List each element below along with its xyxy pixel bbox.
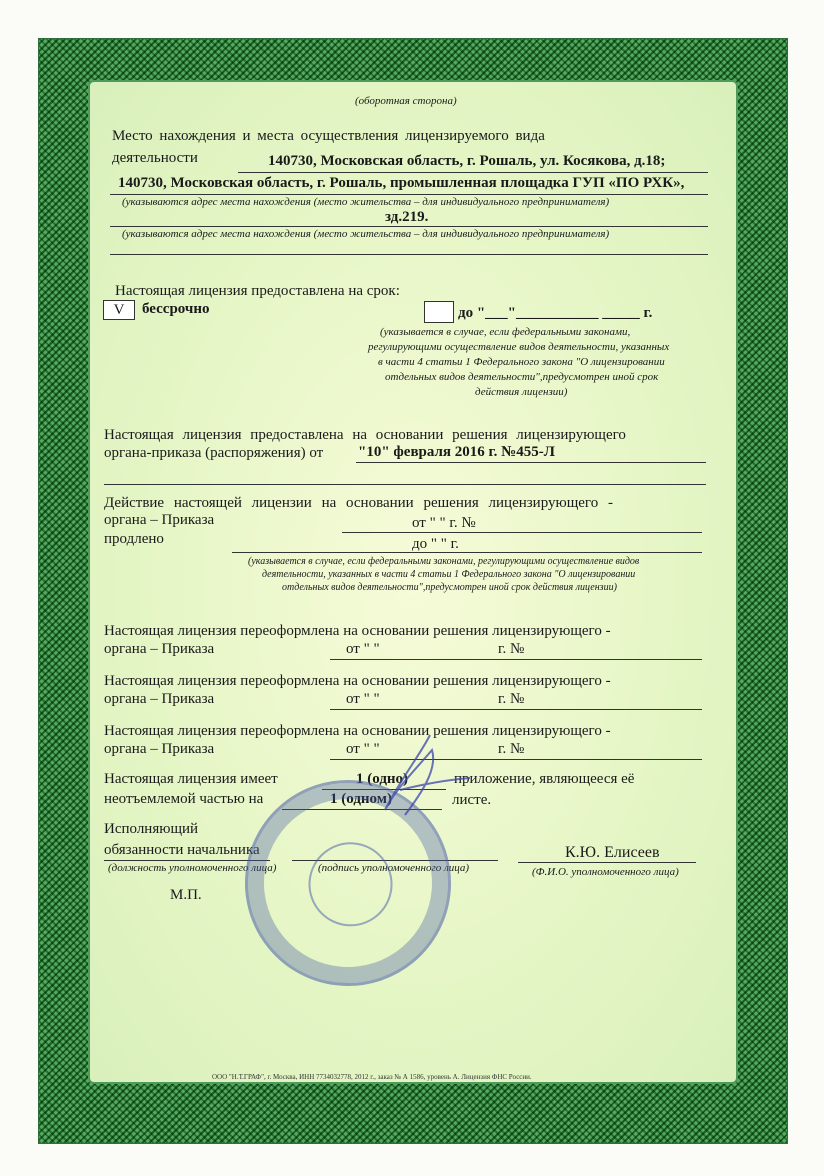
extension-note-2: деятельности, указанных в части 4 статьи 1 Федерального закона "О лицензировании [262,569,636,580]
address-2-underline [110,194,708,195]
reissue-1-line-1: Настоящая лицензия переоформлена на основании решения лицензирующего - [104,623,611,639]
signer-position-1: Исполняющий [104,821,199,837]
appendix-sheets: 1 (одном) [330,791,392,807]
location-label-2: деятельности [112,150,198,166]
appendix-line-2-prefix: неотъемлемой частью на [104,791,264,807]
extension-until: до " " г. [412,536,459,552]
extension-line-3: продлено [104,531,164,547]
reissue-2-underline [330,709,702,710]
basis-line-2: органа-приказа (распоряжения) от [104,445,324,461]
term-until: до "___"___________ _____ г. [458,305,653,321]
reissue-3-line-1: Настоящая лицензия переоформлена на основании решения лицензирующего - [104,723,611,739]
term-label: Настоящая лицензия предоставлена на срок: [115,283,400,299]
extension-line-1: Действие настоящей лицензии на основании решения лицензирующего - [104,495,613,511]
reissue-3-num: г. № [498,741,525,757]
side-label: (оборотная сторона) [355,95,457,107]
seal-label: М.П. [170,887,202,903]
address-1: 140730, Московская область, г. Рошаль, ул. Косякова, д.18; [268,153,666,169]
appendix-line-1-suffix: приложение, являющееся её [454,771,635,787]
term-note-2: регулирующими осуществление видов деятельности, указанных [368,341,670,353]
position-note: (должность уполномоченного лица) [108,862,277,874]
blank-line [110,254,708,255]
name-note: (Ф.И.О. уполномоченного лица) [532,866,679,878]
location-label-1: Место нахождения и места осуществления лицензируемого вида [112,128,545,144]
address-2: 140730, Московская область, г. Рошаль, промышленная площадка ГУП «ПО РХК», [118,175,685,191]
address-3-underline [110,226,708,227]
printer-info: ООО "Н.Т.ГРАФ", г. Москва, ИНН 7734032778, 2012 г., заказ № А 1586, уровень А. Лицензия ФНС России. [212,1073,532,1081]
reissue-3-line-2: органа – Приказа [104,741,215,757]
reissue-2-line-2: органа – Приказа [104,691,215,707]
term-note-5: действия лицензии) [475,386,568,398]
reissue-1-line-2: органа – Приказа [104,641,215,657]
address-3: зд.219. [385,209,429,225]
sign-note: (подпись уполномоченного лица) [318,862,470,874]
term-unlimited: бессрочно [142,301,210,317]
position-underline [104,860,270,861]
eagle-emblem-icon [298,831,404,937]
location-note-1: (указываются адрес места нахождения (место жительства – для индивидуального предпринимателя) [122,196,610,208]
extension-from-underline [342,532,702,533]
signer-name: К.Ю. Елисеев [565,844,660,861]
term-note-1: (указывается в случае, если федеральными законами, [380,326,631,338]
reissue-1-underline [330,659,702,660]
extension-from: от " " г. № [412,515,476,531]
basis-line-1: Настоящая лицензия предоставлена на основании решения лицензирующего [104,427,626,443]
extension-note-3: отдельных видов деятельности",предусмотрен иной срок действия лицензии) [282,582,617,593]
reissue-2-num: г. № [498,691,525,707]
extension-until-underline [232,552,702,553]
term-unlimited-checkbox[interactable]: V [103,300,135,320]
reissue-2-date: от " " [346,691,380,707]
name-underline [518,862,696,863]
reissue-3-date: от " " [346,741,380,757]
reissue-1-date: от " " [346,641,380,657]
reissue-2-line-1: Настоящая лицензия переоформлена на основании решения лицензирующего - [104,673,611,689]
basis-blank-line [104,484,706,485]
signer-position-2: обязанности начальника [104,842,260,858]
basis-underline [356,462,706,463]
term-note-3: в части 4 статьи 1 Федерального закона "О лицензировании [378,356,665,368]
location-note-2: (указываются адрес места нахождения (место жительства – для индивидуального предпринимателя) [122,228,610,240]
address-1-underline [238,172,708,173]
appendix-line-1-prefix: Настоящая лицензия имеет [104,771,278,787]
term-until-checkbox[interactable] [424,301,454,323]
signature-icon [360,730,480,820]
appendix-count: 1 (одно) [356,771,409,787]
reissue-1-num: г. № [498,641,525,657]
extension-note-1: (указывается в случае, если федеральными законами, регулирующими осуществление видов [248,556,640,567]
extension-line-2: органа – Приказа [104,512,215,528]
appendix-line-2-suffix: листе. [452,792,492,808]
term-note-4: отдельных видов деятельности",предусмотрен иной срок [385,371,659,383]
basis-order: "10" февраля 2016 г. №455-Л [358,444,555,460]
